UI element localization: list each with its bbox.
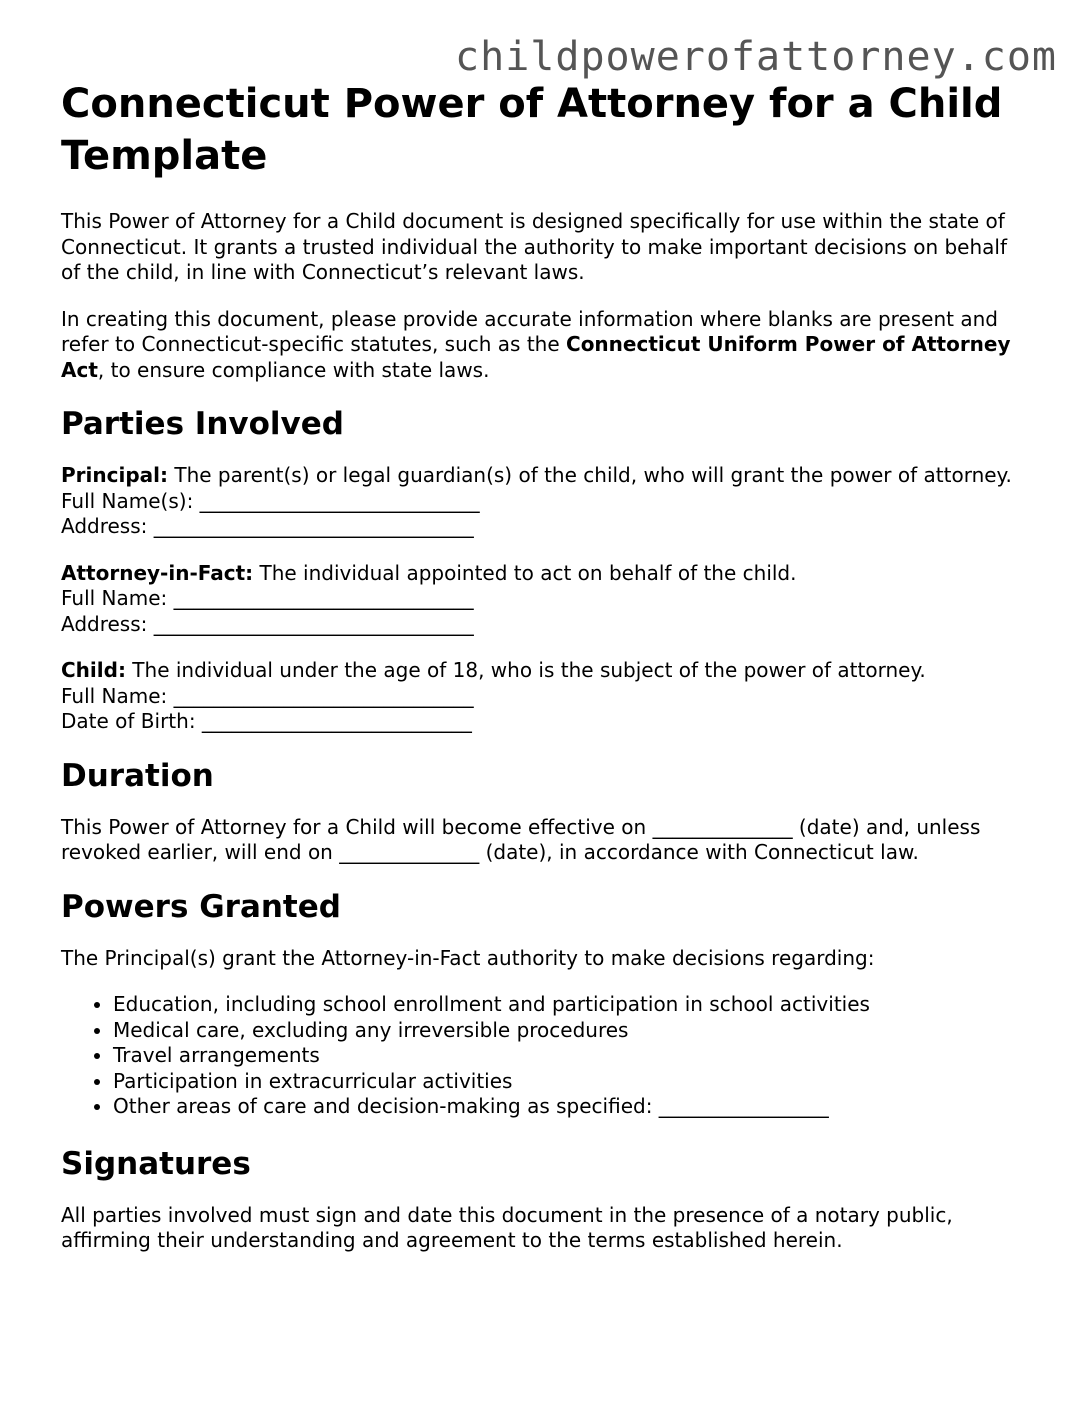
duration-text: This Power of Attorney for a Child will become effective on ______________ (date) and, unless revoked earlier, will end on ______________ (date), in accordance with Connecticut law. xyxy=(61,814,981,864)
list-item: • Medical care, excluding any irreversible procedures xyxy=(113,1018,1031,1044)
list-item: • Other areas of care and decision-making as specified: _________________ xyxy=(113,1094,1031,1120)
parties-heading: Parties Involved xyxy=(61,406,344,442)
intro-paragraph-2 xyxy=(61,307,1031,384)
principal-desc: The parent(s) or legal guardian(s) of the child, who will grant the power of attorney. xyxy=(168,463,1012,487)
document-title: Connecticut Power of Attorney for a Child Template xyxy=(61,81,1003,179)
intro-paragraph-1: This Power of Attorney for a Child document is designed specifically for use within the state of Connecticut. It grants a trusted individual the authority to make important decisions on behalf of the child, in line with Connecticut’s relevant laws. xyxy=(61,209,1008,284)
intro-p2-before: In creating this document, please provide accurate information where blanks are present and refer to Connecticut-specific statutes, such as the xyxy=(61,306,998,356)
powers-list xyxy=(61,992,1031,1120)
signatures-heading: Signatures xyxy=(61,1145,251,1182)
attorney-name-line: Full Name: ______________________________ xyxy=(61,586,474,610)
child-dob-line: Date of Birth: ___________________________ xyxy=(61,709,472,733)
intro-p2-act-name: Connecticut Uniform Power of Attorney Act xyxy=(61,332,1011,382)
powers-intro: The Principal(s) grant the Attorney-in-Fact authority to make decisions regarding: xyxy=(61,945,875,970)
principal-block xyxy=(61,463,1031,540)
attorney-block xyxy=(61,561,1031,638)
principal-name-line: Full Name(s): ____________________________ xyxy=(61,488,480,513)
watermark: childpowerofattorney.com xyxy=(455,34,1057,80)
list-item: • Travel arrangements xyxy=(113,1043,1031,1069)
child-label: Child: xyxy=(61,658,126,682)
attorney-label: Attorney-in-Fact: xyxy=(61,560,254,585)
document-page xyxy=(61,78,1031,1275)
principal-label: Principal: xyxy=(61,463,168,487)
child-desc: The individual under the age of 18, who is the subject of the power of attorney. xyxy=(125,658,926,682)
intro-p2-after: , to ensure compliance with state laws. xyxy=(97,357,490,382)
child-block xyxy=(61,658,1031,735)
principal-address-line: Address: ________________________________ xyxy=(61,514,474,538)
child-name-line: Full Name: ______________________________ xyxy=(61,683,474,708)
powers-heading: Powers Granted xyxy=(61,888,341,925)
signatures-text: All parties involved must sign and date this document in the presence of a notary public, affirming their understanding and agreement to the terms established herein. xyxy=(61,1202,953,1252)
list-item: • Education, including school enrollment and participation in school activities xyxy=(113,992,1031,1018)
duration-heading: Duration xyxy=(61,757,214,794)
attorney-address-line: Address: ________________________________ xyxy=(61,611,474,636)
attorney-desc: The individual appointed to act on behalf of the child. xyxy=(253,560,797,585)
list-item: • Participation in extracurricular activities xyxy=(113,1069,1031,1095)
